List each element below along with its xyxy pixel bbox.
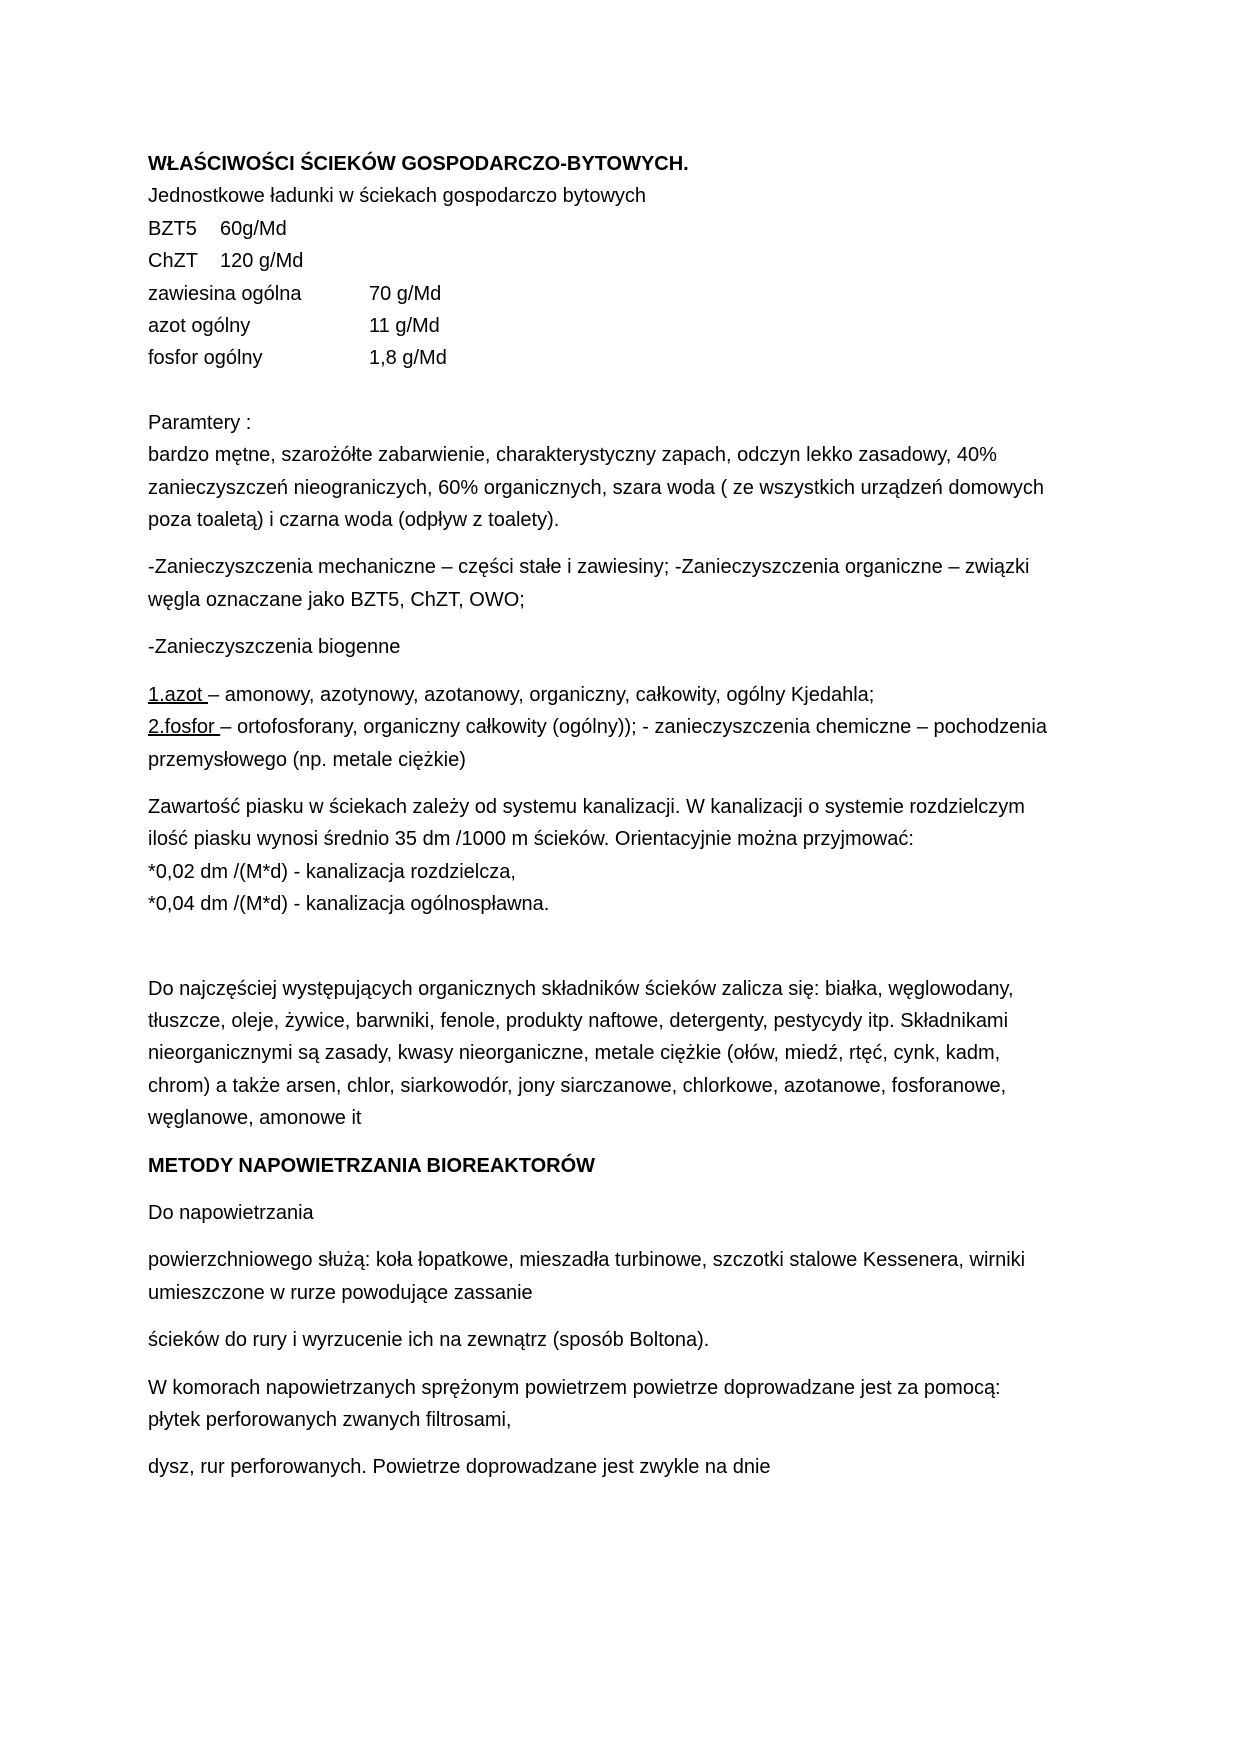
fosfor-line [148, 711, 1108, 743]
paragraph-line: -Zanieczyszczenia mechaniczne – części stałe i zawiesiny; -Zanieczyszczenia organiczne – związki [148, 556, 1030, 579]
paragraph-line: ilość piasku wynosi średnio 35 dm /1000 m ścieków. Orientacyjnie można przyjmować: [148, 828, 914, 851]
load-row-bzt5 [148, 213, 1108, 245]
load-name: azot ogólny [148, 315, 251, 338]
paragraph-line: przemysłowego (np. metale ciężkie) [148, 748, 466, 771]
paragraph-line: W komorach napowietrzanych sprężonym powietrzem powietrze doprowadzane jest za pomocą: [148, 1376, 1001, 1399]
load-name: fosfor ogólny [148, 347, 263, 370]
params-label: Paramtery : [148, 411, 252, 434]
load-value: 1,8 g/Md [369, 347, 447, 370]
section-heading: METODY NAPOWIETRZANIA BIOREAKTORÓW [148, 1154, 596, 1177]
paragraph-line: węgla oznaczane jako BZT5, ChZT, OWO; [148, 588, 525, 611]
paragraph-line: ścieków do rury i wyrzucenie ich na zewnątrz (sposób Boltona). [148, 1329, 710, 1352]
paragraph-line: umieszczone w rurze powodujące zassanie [148, 1281, 533, 1304]
load-name: zawiesina ogólna [148, 282, 302, 305]
paragraph-line: *0,04 dm /(M*d) - kanalizacja ogólnospławna. [148, 893, 550, 916]
load-value: 70 g/Md [369, 282, 442, 305]
biogenic-heading: -Zanieczyszczenia biogenne [148, 636, 401, 659]
load-row-azot [148, 310, 1108, 342]
fosfor-label: 2.fosfor [148, 716, 221, 739]
loads-subtitle: Jednostkowe ładunki w ściekach gospodarczo bytowych [148, 185, 647, 208]
paragraph-line: tłuszcze, oleje, żywice, barwniki, fenole, produkty naftowe, detergenty, pestycydy itp. Składnikami [148, 1009, 1009, 1032]
paragraph-line: Zawartość piasku w ściekach zależy od systemu kanalizacji. W kanalizacji o systemie rozdzielczym [148, 795, 1025, 818]
azot-line [148, 679, 1108, 711]
paragraph-line: Do napowietrzania [148, 1201, 314, 1224]
paragraph-line: dysz, rur perforowanych. Powietrze doprowadzane jest zwykle na dnie [148, 1456, 771, 1479]
load-row-fosfor [148, 342, 1108, 374]
document-page [148, 148, 1108, 1484]
load-name: ChZT [148, 250, 198, 273]
paragraph-line: zanieczyszczeń nieograniczych, 60% organicznych, szara woda ( ze wszystkich urządzeń domowych [148, 476, 1044, 499]
paragraph-line: *0,02 dm /(M*d) - kanalizacja rozdzielcza, [148, 860, 516, 883]
paragraph-line: Do najczęściej występujących organicznych składników ścieków zalicza się: białka, węglowodany, [148, 977, 1014, 1000]
load-name: BZT5 [148, 217, 197, 240]
azot-label: 1.azot [148, 683, 209, 706]
fosfor-text: – ortofosforany, organiczny całkowity (ogólny)); - zanieczyszczenia chemiczne – pochodzenia [220, 716, 1047, 739]
load-row-chzt [148, 245, 1108, 277]
load-value: 60g/Md [220, 217, 287, 240]
load-value: 11 g/Md [369, 315, 440, 338]
paragraph-line: bardzo mętne, szarożółte zabarwienie, charakterystyczny zapach, odczyn lekko zasadowy, 40% [148, 444, 997, 467]
document-title: WŁAŚCIWOŚCI ŚCIEKÓW GOSPODARCZO-BYTOWYCH. [148, 153, 689, 175]
load-row-zawiesina [148, 278, 1108, 310]
paragraph-line: węglanowe, amonowe it [148, 1107, 362, 1130]
paragraph-line: płytek perforowanych zwanych filtrosami, [148, 1409, 512, 1431]
paragraph-line: nieorganicznymi są zasady, kwasy nieorganiczne, metale ciężkie (ołów, miedź, rtęć, cynk, kadm, [148, 1042, 1001, 1065]
azot-text: – amonowy, azotynowy, azotanowy, organiczny, całkowity, ogólny Kjedahla; [208, 683, 875, 706]
load-value: 120 g/Md [220, 250, 304, 273]
paragraph-line: chrom) a także arsen, chlor, siarkowodór, jony siarczanowe, chlorkowe, azotanowe, fosforanowe, [148, 1074, 1007, 1097]
paragraph-line: powierzchniowego służą: koła łopatkowe, mieszadła turbinowe, szczotki stalowe Kessenera, wirniki [148, 1249, 1026, 1272]
paragraph-line: poza toaletą) i czarna woda (odpływ z toalety). [148, 509, 560, 532]
